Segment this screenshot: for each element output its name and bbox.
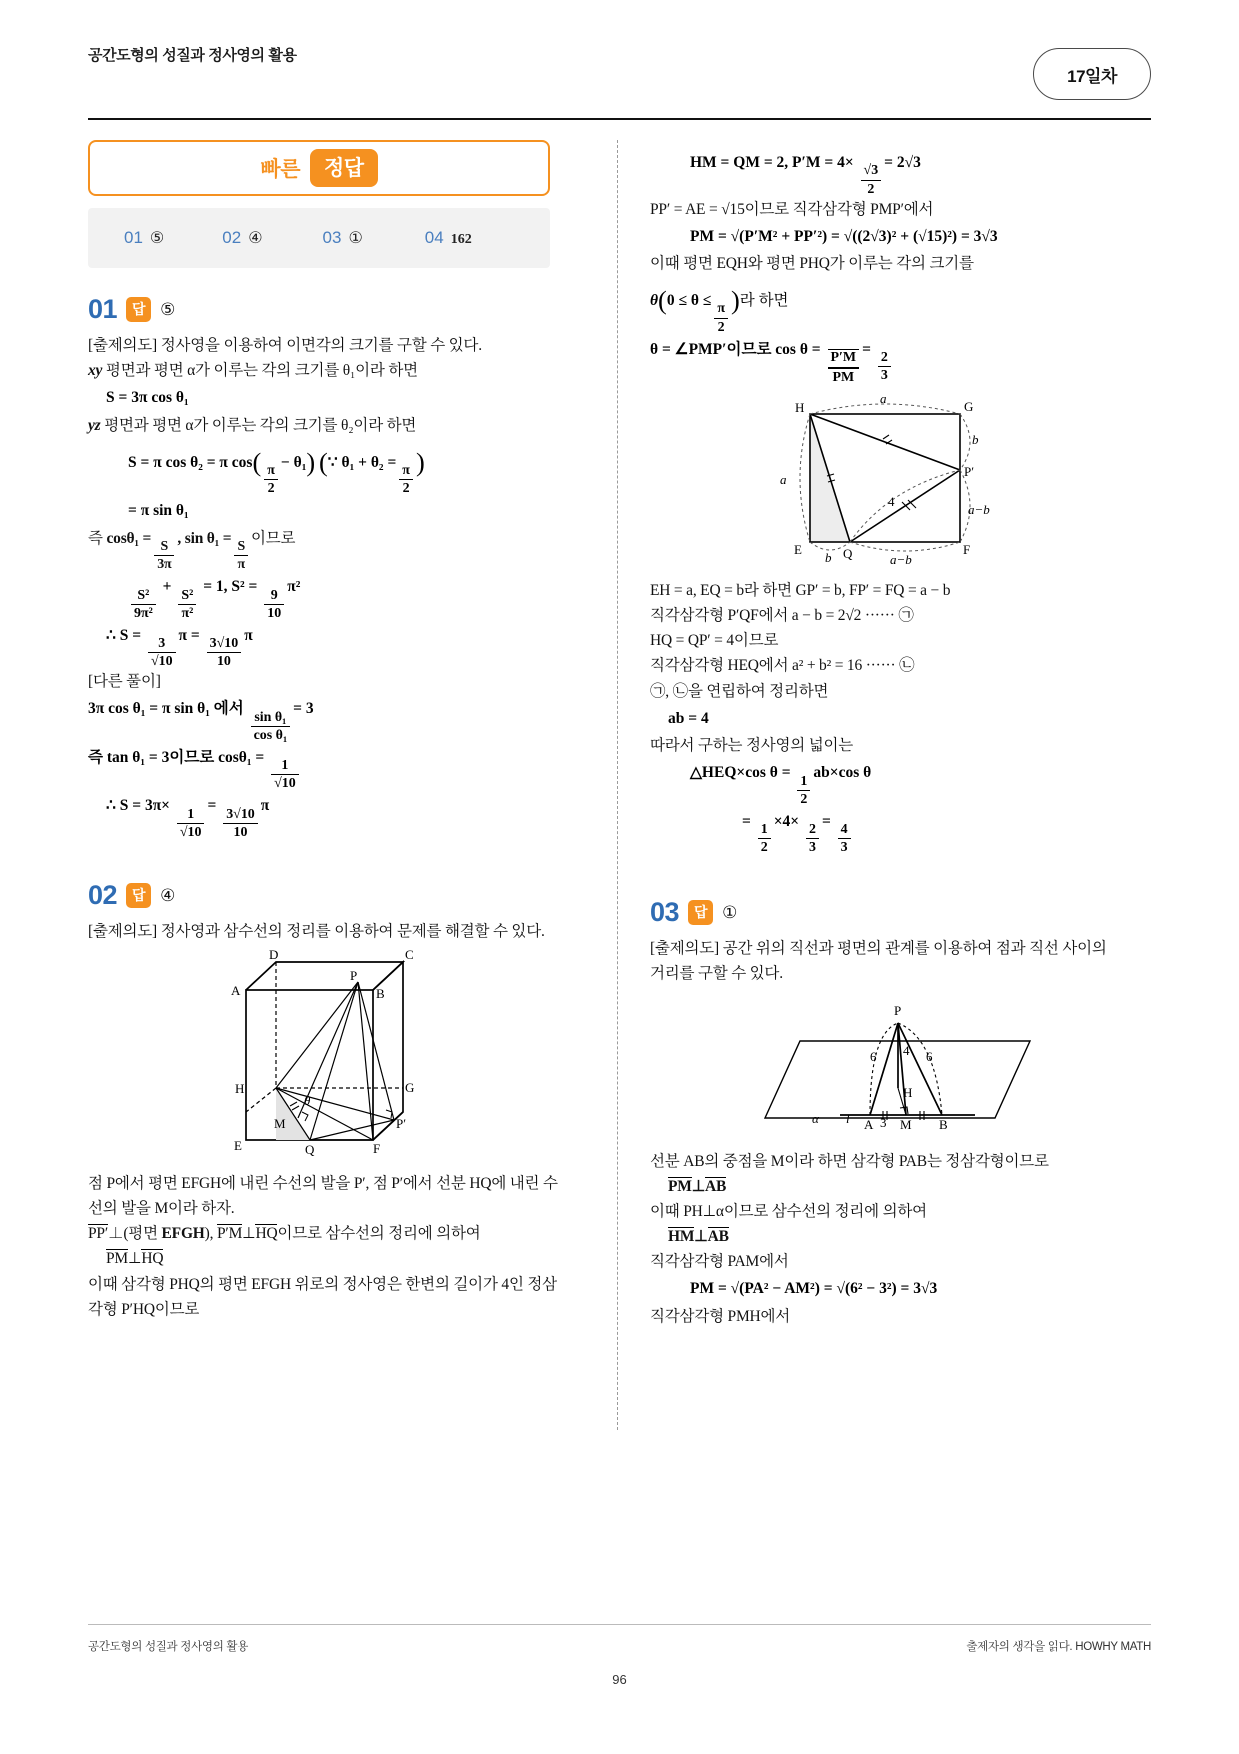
problem-01-other-solution-label: [다른 풀이]	[88, 673, 161, 691]
eq4-f1-den: 3π	[157, 557, 172, 573]
p02r-eq4-a: θ = ∠PMP′이므로 cos θ =	[650, 340, 821, 358]
eq6-a: ∴ S =	[106, 626, 142, 644]
eq6-m: π =	[178, 626, 200, 644]
plane-label-l: l	[846, 1110, 850, 1126]
quick-answer-label-pill: 정답	[310, 149, 378, 187]
eq4-f2-den: π	[237, 557, 245, 573]
cube-label-theta: θ	[304, 1093, 311, 1109]
eq2-part-b: − θ₁	[280, 453, 307, 471]
eq8-num: 1	[271, 758, 299, 775]
eq5-f2-num: S²	[178, 588, 196, 605]
p02r-eq7-a: =	[742, 812, 751, 830]
p02r-eq1-den: 2	[867, 181, 875, 197]
problem-02-intent: [출제의도] 정사영과 삼수선의 정리를 이용하여 문제를 해결할 수 있다.	[88, 923, 545, 941]
eq2-frac2-num: π	[399, 463, 413, 480]
sq-label-Pprime: P′	[964, 464, 975, 480]
cube-label-F: F	[373, 1141, 381, 1157]
p02r-text-5: HQ = QP′ = 4이므로	[650, 632, 779, 650]
p02r-eq3-b: 0 ≤ θ ≤	[666, 292, 712, 310]
quick-answer-item-01	[124, 228, 164, 248]
p02r-eq7-f2-num: 2	[806, 822, 819, 839]
eq2-frac-den: 2	[267, 481, 275, 497]
eq2-frac-num: π	[264, 463, 278, 480]
p02r-eq6-a: △HEQ×cos θ =	[690, 764, 791, 782]
sq-label-a-left: a	[780, 472, 787, 488]
quick-answer-val-02: ④	[248, 230, 263, 247]
column-divider	[617, 140, 618, 1430]
page-number: 96	[612, 1672, 627, 1687]
p02r-eq7-eq: =	[821, 812, 831, 830]
p02r-eq3-den: 2	[717, 319, 725, 335]
plane-label-H: H	[903, 1084, 913, 1100]
plane-label-P: P	[894, 1002, 902, 1018]
square-diagram	[750, 392, 1020, 572]
eq8-a: 즉 tan θ₁ = 3이므로 cosθ₁ =	[88, 748, 265, 766]
cube-label-Pprime: P′	[396, 1116, 407, 1132]
p02r-eq3-theta: θ	[650, 292, 659, 310]
sq-label-amb-bottom: a−b	[890, 552, 912, 568]
problem-01-eq4	[88, 526, 558, 573]
eq4-f1-num: S	[154, 539, 174, 556]
xy-symbol: xy	[88, 362, 103, 380]
plane-label-four: 4	[903, 1042, 910, 1058]
problem-01-eq8	[88, 743, 558, 792]
problem-03-text-1: 선분 AB의 중점을 M이라 하면 삼각형 PAB는 정삼각형이므로	[650, 1152, 1049, 1170]
problem-02-number: 02	[88, 880, 118, 911]
plane-label-six-right: 6	[926, 1048, 933, 1064]
sq-label-b-right: b	[972, 432, 979, 448]
cube-label-G: G	[405, 1080, 415, 1096]
p02r-eq4-den2: 3	[880, 368, 888, 384]
p02r-eq6-b: ab×cos θ	[813, 764, 872, 782]
p02r-eq7	[650, 807, 1120, 856]
p02r-eq4-m: =	[862, 340, 871, 358]
quick-answer-val-03: ①	[348, 230, 363, 247]
problem-02-header	[88, 880, 558, 911]
problem-03-text-3: 이때 PH⊥α이므로 삼수선의 정리에 의하여	[650, 1202, 927, 1220]
plane-label-six-left: 6	[870, 1048, 877, 1064]
problem-03-text-2: PM⊥AB	[668, 1177, 727, 1195]
cube-diagram	[198, 950, 448, 1165]
cube-label-C: C	[405, 950, 414, 963]
p02r-eq4-num: P′M	[828, 349, 860, 368]
problem-03-number: 03	[650, 897, 680, 928]
problem-01-number: 01	[88, 294, 118, 324]
plane-diagram	[720, 993, 1050, 1143]
cube-figure-wrap	[88, 950, 558, 1165]
sq-label-E: E	[794, 542, 802, 558]
xy-text: 평면과 평면 α가 이루는 각의 크기를 θ₁이라 하면	[105, 362, 418, 380]
eq2-part-a: S = π cos θ₂ = π cos	[128, 453, 253, 471]
eq5-f3-den: 10	[267, 605, 282, 621]
eq9-m: =	[207, 797, 217, 815]
eq7-den: cos θ₁	[253, 727, 288, 743]
quick-answer-label-fast: 빠른	[260, 158, 300, 181]
answer-tag-01: 답	[126, 297, 151, 322]
problem-03-text-6: 직각삼각형 PMH에서	[650, 1307, 791, 1325]
problem-02-text-3: PM⊥HQ	[106, 1250, 164, 1268]
sq-label-F: F	[963, 542, 971, 558]
problem-01-line-yz	[88, 413, 558, 438]
cube-label-Q: Q	[305, 1142, 315, 1158]
right-column	[650, 140, 1120, 1329]
p02r-text-7: ㉠, ㉡을 연립하여 정리하면	[650, 682, 829, 700]
problem-03-eq1: PM = √(PA² − AM²) = √(6² − 3²) = 3√3	[690, 1280, 938, 1298]
eq6-f2-den: 10	[216, 654, 231, 670]
plane-label-A: A	[864, 1116, 874, 1132]
sq-label-H: H	[795, 400, 805, 416]
p02r-text-6: 직각삼각형 HEQ에서 a² + b² = 16 ······ ㉡	[650, 657, 915, 675]
p02r-eq1-a: HM = QM = 2, P′M = 4×	[690, 154, 854, 171]
p02r-eq7-f3-num: 4	[838, 822, 851, 839]
eq9-a: ∴ S = 3π×	[106, 797, 171, 815]
problem-01-answer: ⑤	[160, 299, 176, 319]
header-rule	[88, 118, 1151, 120]
sq-label-b-bottom: b	[825, 550, 832, 566]
eq7-num: sin θ₁	[251, 710, 291, 727]
sq-label-amb-right: a−b	[968, 502, 990, 518]
p02r-text-2: 이때 평면 EQH와 평면 PHQ가 이루는 각의 크기를	[650, 255, 974, 273]
p02r-eq3-num: π	[714, 301, 728, 318]
eq8-den: √10	[274, 776, 296, 792]
eq4-b: , sin θ₁ =	[177, 529, 232, 547]
sq-label-four: 4	[888, 494, 895, 510]
plane-label-alpha: α	[812, 1110, 819, 1126]
p02r-eq4-den: PM	[828, 368, 860, 386]
answer-tag-02: 답	[126, 883, 151, 908]
problem-03-text-4: HM⊥AB	[668, 1227, 729, 1245]
left-column	[88, 140, 558, 1322]
eq5-tail: π²	[287, 578, 301, 596]
quick-answer-no-03: 03	[322, 228, 342, 247]
problem-03-answer: ①	[722, 902, 738, 922]
seg-PM: PM	[106, 1250, 129, 1268]
p02r-eq4	[650, 335, 1120, 387]
eq5-mid: = 1, S² =	[203, 578, 258, 596]
p02r-eq7-m: ×4×	[773, 812, 800, 830]
problem-02-text-2: PP′⊥(평면 EFGH), P′M⊥HQ이므로 삼수선의 정리에 의하여	[88, 1225, 481, 1243]
problem-01-eq1: S = 3π cos θ₁	[106, 389, 189, 407]
seg-AB-03b: AB	[707, 1227, 729, 1245]
quick-answer-no-01: 01	[124, 228, 143, 247]
problem-03-header	[650, 897, 1120, 928]
eq5-f2-den: π²	[181, 605, 194, 621]
problem-03-text-5: 직각삼각형 PAM에서	[650, 1252, 789, 1270]
problem-01-intent: [출제의도] 정사영을 이용하여 이면각의 크기를 구할 수 있다.	[88, 337, 482, 354]
eq9-tail: π	[260, 797, 270, 815]
p02r-eq1-num: √3	[861, 163, 882, 180]
eq6-f1-den: √10	[150, 654, 173, 670]
eq2-part-c: ∵ θ₁ + θ₂ =	[327, 453, 397, 471]
sq-label-a-top: a	[880, 392, 887, 407]
cube-label-P: P	[350, 968, 358, 984]
p02r-eq7-f3-den: 3	[840, 840, 848, 856]
eq4-f2-num: S	[234, 539, 248, 556]
quick-answer-val-04: 162	[450, 232, 472, 247]
plane-label-B: B	[939, 1116, 948, 1132]
eq6-tail: π	[244, 626, 253, 644]
quick-answer-no-02: 02	[222, 228, 242, 247]
problem-01-eq3: = π sin θ₁	[128, 502, 189, 520]
sq-label-Q: Q	[843, 546, 853, 562]
cube-label-B: B	[376, 986, 385, 1002]
p02r-eq7-f1-num: 1	[758, 822, 771, 839]
quick-answer-item-03	[323, 228, 363, 248]
p02r-text-4: 직각삼각형 P′QF에서 a − b = 2√2 ······ ㉠	[650, 607, 914, 625]
footer-rule	[88, 1624, 1151, 1625]
eq6-f2-num: 3√10	[207, 636, 242, 653]
seg-PPprime: PP′	[88, 1225, 109, 1243]
plane-figure-wrap	[650, 993, 1120, 1143]
yz-text: 평면과 평면 α가 이루는 각의 크기를 θ₂이라 하면	[104, 416, 417, 434]
problem-01-line-xy	[88, 358, 558, 383]
eq9-f2-num: 3√10	[223, 807, 258, 824]
eq5-f1-num: S²	[131, 588, 156, 605]
cube-label-M: M	[274, 1116, 286, 1132]
problem-01-eq6	[88, 621, 558, 670]
eq4-a: cosθ₁ =	[106, 529, 152, 547]
p02r-eq5: ab = 4	[668, 709, 709, 727]
yz-symbol: yz	[88, 416, 101, 434]
page-header-title: 공간도형의 성질과 정사영의 활용	[88, 47, 297, 64]
cube-label-D: D	[269, 950, 279, 963]
problem-02-answer: ④	[160, 885, 176, 905]
eq2-frac2-den: 2	[402, 481, 410, 497]
quick-answer-item-04	[425, 228, 472, 248]
quick-answer-no-04: 04	[424, 228, 444, 247]
footer-right: 출제자의 생각을 읽다. HOWHY MATH	[966, 1641, 1151, 1653]
problem-02-text-4: 이때 삼각형 PHQ의 평면 EFGH 위로의 정사영은 한변의 길이가 4인 정삼각형 P′HQ이므로	[88, 1275, 557, 1318]
eq9-f1-num: 1	[177, 807, 205, 824]
problem-03-intent: [출제의도] 공간 위의 직선과 평면의 관계를 이용하여 점과 직선 사이의 거리를 구할 수 있다.	[650, 940, 1107, 983]
cube-label-A: A	[231, 983, 241, 999]
p02r-eq1-b: = 2√3	[884, 154, 921, 171]
problem-01-eq2: S = π cos θ₂ = π cos( $\frac{\pi}{2}$ − θ₁) (∵ θ₁ + θ₂ = $\frac{\pi}{2}$ )	[128, 447, 425, 497]
eq5-f3-num: 9	[264, 588, 284, 605]
problem-02-text-1: 점 P에서 평면 EFGH에 내린 수선의 발을 P′, 점 P′에서 선분 HQ에 내린 수선의 발을 M이라 하자.	[88, 1175, 558, 1218]
eq9-f1-den: √10	[179, 824, 202, 840]
quick-answer-val-01: ⑤	[149, 230, 165, 247]
p02r-eq6-den: 2	[800, 791, 808, 807]
problem-01-eq7	[88, 694, 558, 743]
day-badge: 17일차	[1033, 48, 1151, 100]
quick-answer-item-02	[222, 228, 262, 248]
answer-tag-03: 답	[688, 900, 713, 925]
p02r-eq2: PM = √(P′M² + PP′²) = √((2√3)² + (√15)²) = 3√3	[690, 227, 998, 245]
cube-label-E: E	[234, 1138, 242, 1154]
seg-HQ-2: HQ	[141, 1250, 164, 1268]
quick-answer-strip	[88, 208, 550, 268]
seg-PM-03: PM	[668, 1177, 692, 1195]
eq6-f1-num: 3	[148, 636, 176, 653]
p02r-eq6	[650, 758, 1120, 807]
p02r-eq6-num: 1	[797, 774, 810, 791]
eq7-a: 3π cos θ₁ = π sin θ₁ 에서	[88, 700, 244, 718]
p02r-eq7-f1-den: 2	[760, 840, 768, 856]
plane-label-three: 3	[880, 1114, 887, 1130]
p02r-eq3-c: 라 하면	[739, 292, 789, 310]
square-figure-wrap	[650, 392, 1120, 572]
p02r-eq7-f2-den: 3	[808, 840, 816, 856]
eq5-f1-den: 9π²	[134, 605, 153, 621]
p02r-text-8: 따라서 구하는 정사영의 넓이는	[650, 737, 854, 755]
jeuk-label: 즉	[88, 529, 103, 547]
p02r-eq4-num2: 2	[878, 350, 891, 367]
seg-HQ-1: HQ	[255, 1225, 278, 1243]
problem-01-eq5: $\frac{\text{S²}}{\text{9π²}}$ + $\frac{\text{S²}}{\text{π²}}$ = 1, S² = $\frac{9}{10}$ π²	[88, 572, 558, 621]
problem-01-header	[88, 294, 558, 325]
seg-PprimeM: P′M	[216, 1225, 243, 1243]
seg-HM-03: HM	[668, 1227, 695, 1245]
p02r-eq3: θ(0 ≤ θ ≤ $\frac{\pi}{2}$ )라 하면	[650, 286, 789, 335]
plane-label-M: M	[900, 1116, 912, 1132]
cube-label-H: H	[235, 1081, 245, 1097]
quick-answer-box	[88, 140, 550, 196]
footer-left: 공간도형의 성질과 정사영의 활용	[88, 1641, 249, 1653]
p02r-eq1	[650, 140, 1120, 197]
sq-label-G: G	[964, 399, 974, 415]
eq9-f2-den: 10	[233, 824, 248, 840]
p02r-text-3: EH = a, EQ = b라 하면 GP′ = b, FP′ = FQ = a − b	[650, 582, 951, 600]
p02r-text-1: PP′ = AE = √15이므로 직각삼각형 PMP′에서	[650, 200, 934, 218]
problem-01-eq9	[88, 791, 558, 840]
eq7-b: = 3	[293, 700, 314, 718]
eq4-c: 이므로	[251, 529, 296, 547]
seg-AB-03a: AB	[705, 1177, 727, 1195]
